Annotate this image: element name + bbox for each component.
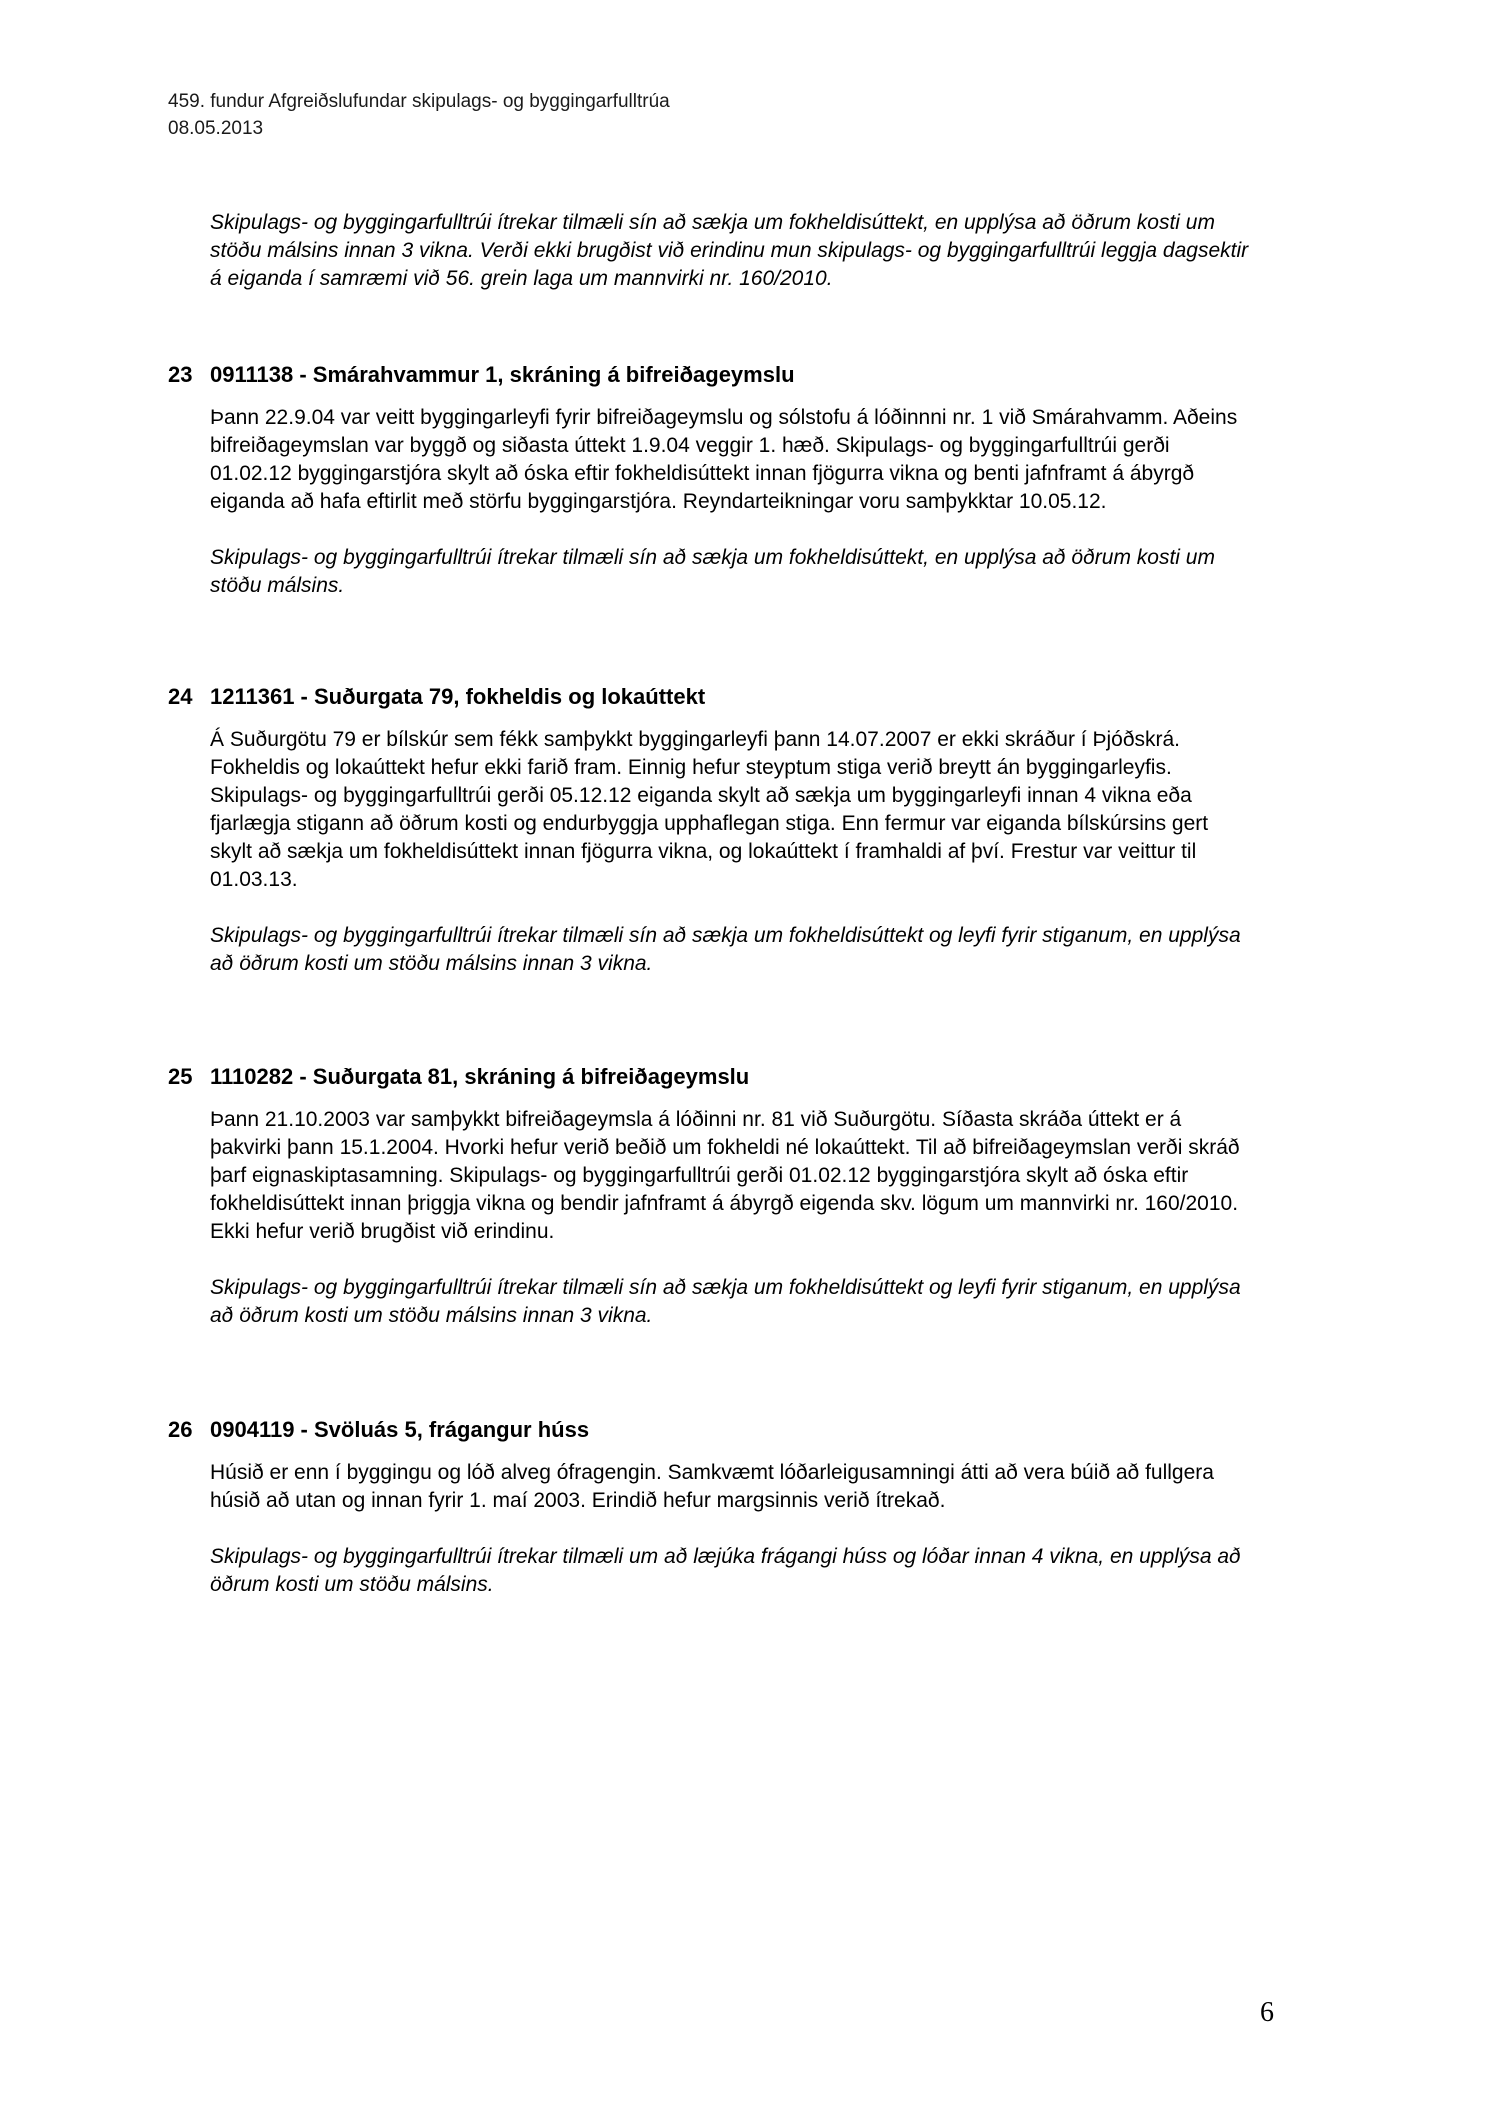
agenda-item-24 <box>168 683 1300 978</box>
item-body-paragraph: Húsið er enn í byggingu og lóð alveg ófragengin. Samkvæmt lóðarleigusamningi átti að vera búið að fullgera húsið að utan og innan fyrir 1. maí 2003. Erindið hefur margsinnis verið ítrekað. <box>210 1461 1214 1512</box>
agenda-item-25 <box>168 1063 1300 1330</box>
carryover-resolution-paragraph: Skipulags- og byggingarfulltrúi ítrekar tilmæli sín að sækja um fokheldisúttekt, en upplýsa að öðrum kosti um stöðu málsins innan 3 vikna. Verði ekki brugðist við erindinu mun skipulags- og byggingarfulltrúi leggja dagsektir á eiganda í samræmi við 56. grein laga um mannvirki nr. 160/2010. <box>210 211 1249 290</box>
item-number: 24 <box>168 684 193 709</box>
agenda-item-heading <box>168 683 1300 711</box>
item-title: 0904119 - Svöluás 5, frágangur húss <box>210 1417 590 1442</box>
item-resolution-paragraph: Skipulags- og byggingarfulltrúi ítrekar tilmæli sín að sækja um fokheldisúttekt og leyfi fyrir stiganum, en upplýsa að öðrum kosti um stöðu málsins innan 3 vikna. <box>210 1276 1241 1327</box>
item-title: 1211361 - Suðurgata 79, fokheldis og lokaúttekt <box>210 684 706 709</box>
item-resolution-paragraph: Skipulags- og byggingarfulltrúi ítrekar tilmæli sín að sækja um fokheldisúttekt og leyfi fyrir stiganum, en upplýsa að öðrum kosti um stöðu málsins innan 3 vikna. <box>210 924 1241 975</box>
meeting-date: 08.05.2013 <box>168 118 264 139</box>
item-body-paragraph: Þann 21.10.2003 var samþykkt bifreiðageymsla á lóðinni nr. 81 við Suðurgötu. Síðasta skráða úttekt er á þakvirki þann 15.1.2004. Hvorki hefur verið beðið um fokheldi né lokaúttekt. Til að bifreiðageymslan verði skráð þarf eignaskiptasamning. Skipulags- og byggingarfulltrúi gerði 01.02.12 byggingarstjóra skylt að óska eftir fokheldisúttekt innan þriggja vikna og bendir jafnframt á ábyrgð eigenda skv. lögum um mannvirki nr. 160/2010. Ekki hefur verið brugðist við erindinu. <box>210 1108 1240 1243</box>
item-title: 0911138 - Smárahvammur 1, skráning á bifreiðageymslu <box>210 362 795 387</box>
agenda-item-heading <box>168 1063 1300 1091</box>
item-body-paragraph: Þann 22.9.04 var veitt byggingarleyfi fyrir bifreiðageymslu og sólstofu á lóðinnni nr. 1 við Smárahvamm. Aðeins bifreiðageymslan var byggð og siðasta úttekt 1.9.04 veggir 1. hæð. Skipulags- og byggingarfulltrúi gerði 01.02.12 byggingarstjóra skylt að óska eftir fokheldisúttekt innan fjögurra vikna og benti jafnframt á ábyrgð eiganda að hafa eftirlit með störfu byggingarstjóra. Reyndarteikningar voru samþykktar 10.05.12. <box>210 406 1238 513</box>
meeting-title: 459. fundur Afgreiðslufundar skipulags- og byggingarfulltrúa <box>168 91 670 112</box>
agenda-item-23 <box>168 361 1300 600</box>
agenda-item-heading <box>168 361 1300 389</box>
item-title: 1110282 - Suðurgata 81, skráning á bifreiðageymslu <box>210 1064 750 1089</box>
agenda-item-heading <box>168 1416 1300 1444</box>
item-number: 23 <box>168 362 193 387</box>
agenda-item-26 <box>168 1416 1300 1599</box>
page-number: 6 <box>1260 1997 1274 2028</box>
item-resolution-paragraph: Skipulags- og byggingarfulltrúi ítrekar tilmæli sín að sækja um fokheldisúttekt, en upplýsa að öðrum kosti um stöðu málsins. <box>210 546 1215 597</box>
item-number: 25 <box>168 1064 193 1089</box>
item-number: 26 <box>168 1417 193 1442</box>
item-resolution-paragraph: Skipulags- og byggingarfulltrúi ítrekar tilmæli um að læjúka frágangi húss og lóðar innan 4 vikna, en upplýsa að öðrum kosti um stöðu málsins. <box>210 1545 1241 1596</box>
document-header <box>168 88 670 142</box>
item-body-paragraph: Á Suðurgötu 79 er bílskúr sem fékk samþykkt byggingarleyfi þann 14.07.2007 er ekki skráður í Þjóðskrá. Fokheldis og lokaúttekt hefur ekki farið fram. Einnig hefur steyptum stiga verið breytt án byggingarleyfis. Skipulags- og byggingarfulltrúi gerði 05.12.12 eiganda skylt að sækja um byggingarleyfi innan 4 vikna eða fjarlægja stigann að öðrum kosti og endurbyggja upphaflegan stiga. Enn fermur var eiganda bílskúrsins gert skylt að sækja um fokheldisúttekt innan fjögurra vikna, og lokaúttekt í framhaldi af því. Frestur var veittur til 01.03.13. <box>210 728 1209 891</box>
